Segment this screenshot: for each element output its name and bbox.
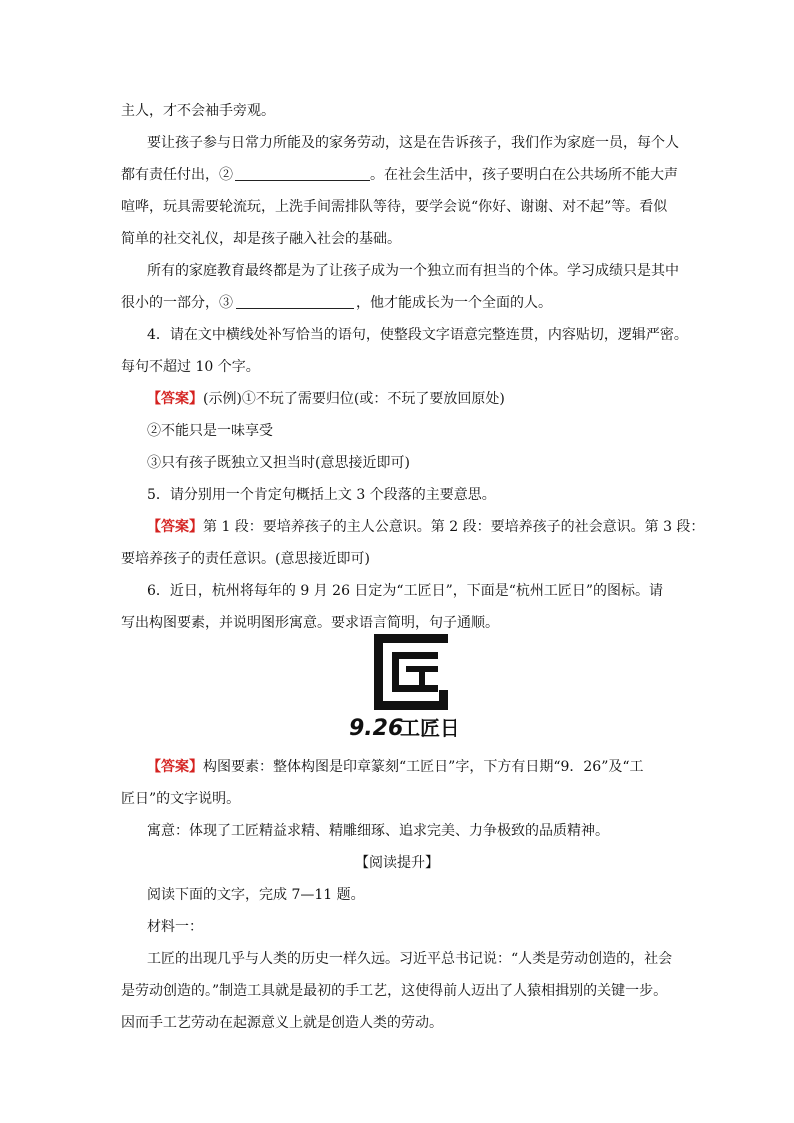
- logo-name: 工匠日: [400, 716, 456, 740]
- answer-text: 要培养孩子的责任意识。(意思接近即可): [121, 551, 370, 567]
- text-line: [0, 452, 794, 474]
- paragraph-text: 。在社会生活中，孩子要明白在公共场所不能大声: [370, 167, 678, 183]
- answer-text: (示例)①不玩了需要归位(或：不玩了要放回原处): [203, 391, 505, 407]
- question-text: 4．请在文中横线处补写恰当的语句，使整段文字语意完整连贯，内容贴切，逻辑严密。: [147, 327, 688, 343]
- answer-label: 【答案】: [147, 391, 203, 407]
- section-heading-line: [0, 852, 794, 874]
- paragraph-text: 阅读下面的文字，完成 7—11 题。: [147, 887, 365, 903]
- text-line: [0, 164, 794, 186]
- paragraph-text: 简单的社交礼仪，却是孩子融入社会的基础。: [121, 231, 401, 247]
- answer-text: 构图要素：整体构图是印章篆刻“工匠日”字，下方有日期“9．26”及“工: [203, 759, 644, 775]
- text-line: [0, 820, 794, 842]
- answer-text: 寓意：体现了工匠精益求精、精雕细琢、追求完美、力争极致的品质精神。: [147, 823, 609, 839]
- paragraph-text: 材料一：: [147, 919, 203, 935]
- text-line: [0, 1012, 794, 1034]
- text-line: [0, 756, 794, 778]
- text-line: [0, 516, 794, 538]
- text-line: [0, 260, 794, 282]
- fill-blank: [236, 308, 354, 309]
- paragraph-text: 喧哗，玩具需要轮流玩，上洗手间需排队等待，要学会说“你好、谢谢、对不起”等。看似: [121, 199, 668, 215]
- question-text: 每句不超过 10 个字。: [121, 359, 260, 375]
- text-line: [0, 580, 794, 602]
- text-line: [0, 948, 794, 970]
- text-line: [0, 228, 794, 250]
- text-line: [0, 324, 794, 346]
- answer-label: 【答案】: [147, 519, 203, 535]
- section-heading: 【阅读提升】: [355, 855, 439, 871]
- text-line: [0, 980, 794, 1002]
- text-line: [0, 292, 794, 314]
- paragraph-text: 工匠的出现几乎与人类的历史一样久远。习近平总书记说：“人类是劳动创造的，社会: [147, 951, 673, 967]
- paragraph-text: ，他才能成长为一个全面的人。: [356, 295, 552, 311]
- text-line: [0, 548, 794, 570]
- fill-blank: [235, 180, 370, 181]
- answer-text: ③只有孩子既独立又担当时(意思接近即可): [147, 455, 410, 471]
- answer-label: 【答案】: [147, 759, 203, 775]
- text-line: [0, 484, 794, 506]
- paragraph-text: 所有的家庭教育最终都是为了让孩子成为一个独立而有担当的个体。学习成绩只是其中: [147, 263, 679, 279]
- answer-text: ②不能只是一味享受: [147, 423, 273, 439]
- text-line: [0, 788, 794, 810]
- text-line: [0, 196, 794, 218]
- paragraph-text: 主人，才不会袖手旁观。: [121, 103, 275, 119]
- text-line: [0, 388, 794, 410]
- text-line: [0, 916, 794, 938]
- paragraph-text: 是劳动创造的。”制造工具就是最初的手工艺，这使得前人迈出了人猿相揖别的关键一步。: [121, 983, 668, 999]
- craftsman-day-logo: [344, 630, 456, 740]
- text-line: [0, 884, 794, 906]
- question-text: 5．请分别用一个肯定句概括上文 3 个段落的主要意思。: [147, 487, 496, 503]
- answer-text: 匠日”的文字说明。: [121, 791, 241, 807]
- paragraph-text: 很小的一部分，③: [121, 295, 233, 311]
- question-text: 写出构图要素，并说明图形寓意。要求语言简明，句子通顺。: [121, 615, 499, 631]
- seal-icon: [344, 630, 456, 740]
- paragraph-text: 因而手工艺劳动在起源意义上就是创造人类的劳动。: [121, 1015, 443, 1031]
- logo-date: 9.26: [349, 716, 404, 740]
- paragraph-text: 都有责任付出，②: [121, 167, 233, 183]
- text-line: [0, 100, 794, 122]
- answer-text: 第 1 段：要培养孩子的主人公意识。第 2 段：要培养孩子的社会意识。第 3 段：: [203, 519, 705, 535]
- text-line: [0, 420, 794, 442]
- paragraph-text: 要让孩子参与日常力所能及的家务劳动，这是在告诉孩子，我们作为家庭一员，每个人: [147, 135, 679, 151]
- question-text: 6．近日，杭州将每年的 9 月 26 日定为“工匠日”，下面是“杭州工匠日”的图标。请: [147, 583, 664, 599]
- text-line: [0, 356, 794, 378]
- text-line: [0, 132, 794, 154]
